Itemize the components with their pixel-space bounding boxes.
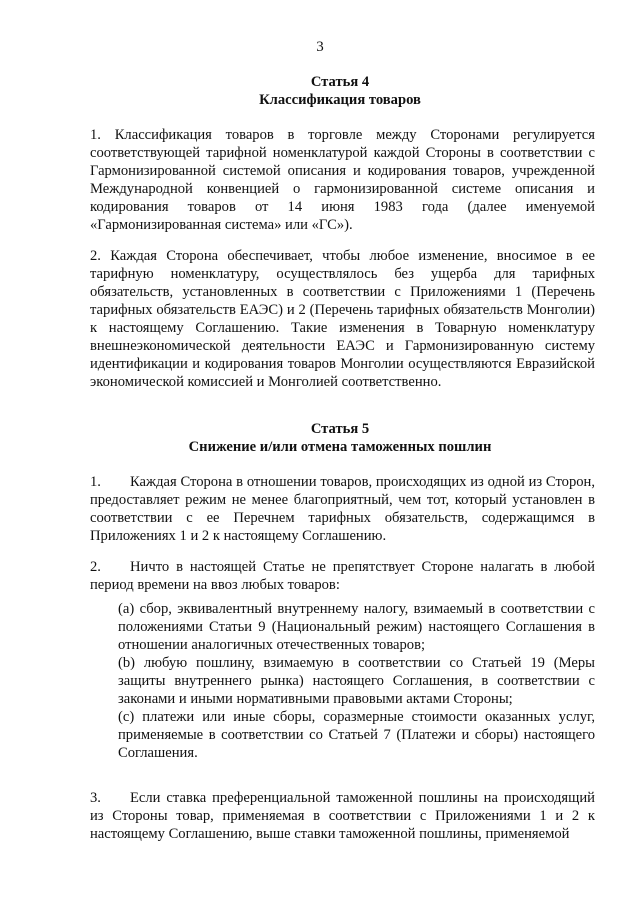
subitem-a: (a) сбор, эквивалентный внутреннему налогу, взимаемый в соответствии с положениями Статьи 9 (Национальный режим) настоящего Соглашения в отношении аналогичных отечественных товаров;	[118, 601, 595, 653]
paragraph-text: Ничто в настоящей Статье не препятствует Стороне налагать в любой период времени на ввоз любых товаров:	[90, 559, 595, 593]
article-4-title: Статья 4	[310, 74, 370, 90]
subitem-c: (c) платежи или иные сборы, соразмерные стоимости оказанных услуг, применяемые в соответствии со Статьей 7 (Платежи и сборы) настоящего Соглашения.	[118, 709, 595, 761]
paragraph-text: Если ставка преференциальной таможенной пошлины на происходящий из Стороны товар, применяемая в соответствии с Приложениями 1 и 2 к настоящему Соглашению, выше ставки таможенной пошлины, применяемой	[90, 790, 595, 842]
article-5-subtitle: Снижение и/или отмена таможенных пошлин	[188, 439, 492, 455]
paragraph-number: 1.	[90, 474, 101, 490]
article-5-title: Статья 5	[310, 421, 370, 437]
article-5-paragraph-3	[90, 789, 595, 843]
paragraph-number: 3.	[90, 790, 101, 806]
page-number: 3	[316, 39, 324, 55]
article-5-subitems	[118, 600, 595, 762]
article-4-paragraph-2: 2. Каждая Сторона обеспечивает, чтобы любое изменение, вносимое в ее тарифную номенклатуру, осуществлялось без ущерба для тарифных обязательств, установленных в соответствии с Приложениями 1 (Перечень тарифных обязательств ЕАЭС) и 2 (Перечень тарифных обязательств Монголии) к настоящему Соглашению. Такие изменения в Товарную номенклатуру внешнеэкономической деятельности ЕАЭС и Гармонизированную систему идентификации и кодирования товаров Монголии осуществляются Евразийской экономической комиссией и Монголией соответственно.	[90, 248, 595, 390]
subitem-b: (b) любую пошлину, взимаемую в соответствии со Статьей 19 (Меры защиты внутреннего рынка) настоящего Соглашения, в соответствии с законами и иными нормативными правовыми актами Стороны;	[118, 655, 595, 707]
article-4-paragraph-1: 1. Классификация товаров в торговле между Сторонами регулируется соответствующей тарифной номенклатурой каждой Стороны в соответствии с Гармонизированной системой описания и кодирования товаров, учрежденной Международной конвенцией о гармонизированной системе описания и кодирования товаров от 14 июня 1983 года (далее именуемой «Гармонизированная система» или «ГС»).	[90, 127, 595, 233]
paragraph-text: Каждая Сторона в отношении товаров, происходящих из одной из Сторон, предоставляет режим не менее благоприятный, чем тот, который установлен в соответствии с ее Перечнем тарифных обязательств, содержащимся в Приложениях 1 и 2 к настоящему Соглашению.	[90, 474, 595, 544]
paragraph-number: 2.	[90, 559, 101, 575]
article-5-paragraph-1	[90, 473, 595, 545]
article-4-subtitle: Классификация товаров	[259, 92, 421, 108]
article-5-paragraph-2	[90, 558, 595, 594]
